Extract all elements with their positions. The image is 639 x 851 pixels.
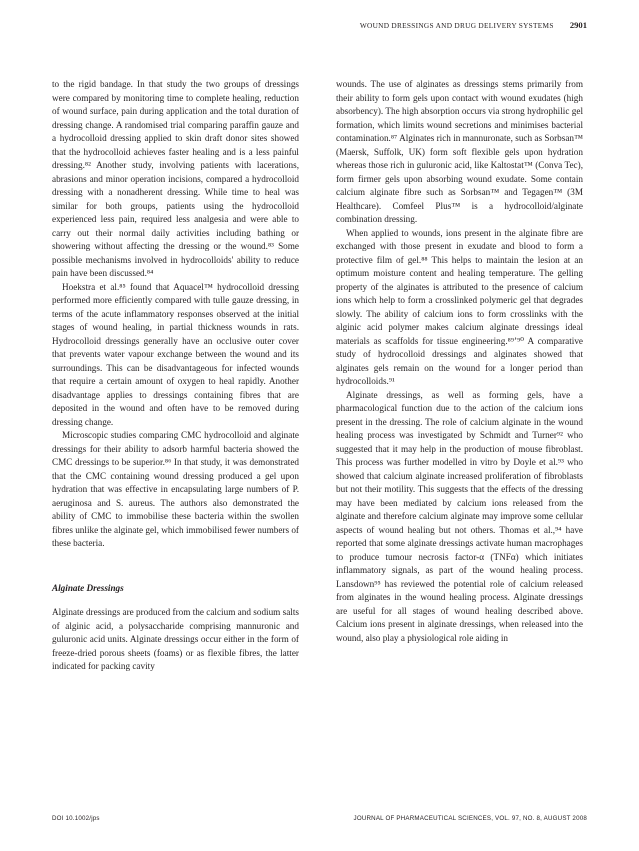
paragraph: Microscopic studies comparing CMC hydrocolloid and alginate dressings for their ability to adsorb harmful bacteria showed the CMC dressings to be superior.⁸⁶ In that study, it was demonstrated that the CMC containing wound dressing produced a gel upon hydration that was effective in encapsulating large numbers of P. aeruginosa and S. aureus. The authors also demonstrated the ability of CMC to immobilise these bacteria within the swollen fibres unlike the alginate gel, which immobilised fewer numbers of these bacteria.: [52, 430, 299, 548]
footer-doi: DOI 10.1002/jps: [52, 815, 100, 822]
paragraph: When applied to wounds, ions present in the alginate fibre are exchanged with those present in exudate and blood to form a protective film of gel.⁸⁸ This helps to maintain the lesion at an optimum moisture content and healing temperature. The gelling property of the alginates is attributed to the presence of calcium ions which help to form a crosslinked polymeric gel that degrades slowly. The ability of calcium ions to form crosslinks with the alginic acid polymer makes calcium alginate dressings ideal materials as scaffolds for tissue engineering.⁸⁹ʼ⁹⁰ A comparative study of hydrocolloid dressings and alginates showed that alginates gels remain on the wound for a longer period than hydrocolloids.⁹¹: [336, 227, 583, 386]
running-head: [360, 20, 587, 30]
left-column: [52, 78, 299, 674]
section-heading: Alginate Dressings: [52, 582, 124, 593]
paragraph: wounds. The use of alginates as dressings stems primarily from their ability to form gels upon contact with wound exudates (high absorbency). The high absorption occurs via strong hydrophilic gel formation, which limits wound secretions and minimises bacterial contamination.⁸⁷ Alginates rich in mannuronate, such as Sorbsan™ (Maersk, Suffolk, UK) form soft flexible gels upon hydration whereas those rich in guluronic acid, like Kaltostat™ (Conva Tec), form firmer gels upon absorbing wound exudate. Some contain calcium alginate fibre such as Sorbsan™ and Tegagen™ (3M Healthcare). Comfeel Plus™ is a hydrocolloid/alginate combination dressing.: [336, 79, 583, 224]
paragraph: to the rigid bandage. In that study the two groups of dressings were compared by monitoring time to complete healing, reduction of wound surface, pain during application and the total duration of dressing change. A randomised trial comparing paraffin gauze and a hydrocolloid dressing applied to skin draft donor sites showed that the hydrocolloid achieves faster healing and is a less painful dressing.⁸² Another study, involving patients with lacerations, abrasions and minor operation incisions, compared a hydrocolloid dressing with a nonadherent dressing. While time to heal was similar for both groups, patients using the hydrocolloid experienced less pain, required less analgesia and were able to carry out their normal daily activities including bathing or showering without affecting the dressing or the wound.⁸³ Some possible mechanisms involved in hydrocolloids' ability to reduce pain have been discussed.⁸⁴: [52, 79, 299, 278]
right-column: [336, 78, 583, 645]
footer-journal: JOURNAL OF PHARMACEUTICAL SCIENCES, VOL. 97, NO. 8, AUGUST 2008: [353, 815, 587, 822]
running-title: WOUND DRESSINGS AND DRUG DELIVERY SYSTEMS: [359, 21, 554, 30]
page-number: 2901: [569, 20, 587, 30]
paragraph: Hoekstra et al.⁸⁵ found that Aquacel™ hydrocolloid dressing performed more efficiently compared with tulle gauze dressing, in terms of the acute inflammatory responses observed at the initial stages of wound healing, in partial thickness wounds in rats. Hydrocolloid dressings generally have an occlusive outer cover that prevents water vapour exchange between the wound and its surroundings. This can be disadvantageous for infected wounds that require a certain amount of oxygen to heal rapidly. Another disadvantage applies to dressings containing fibres that are deposited in the wound and often have to be removed during dressing change.: [52, 281, 299, 427]
paragraph: Alginate dressings, as well as forming gels, have a pharmacological function due to the action of the calcium ions present in the dressing. The role of calcium alginate in the wound healing process was investigated by Schmidt and Turner⁹² who suggested that it may help in the production of mouse fibroblast. This process was further modelled in vitro by Doyle et al.⁹³ who showed that calcium alginate increased proliferation of fibroblasts but not their motility. This suggests that the effects of the dressing may have been mediated by calcium ions released from the alginate and therefore calcium alginate may improve some cellular aspects of wound healing but not others. Thomas et al.,⁹⁴ have reported that some alginate dressings activate human macrophages to produce tumour necrosis factor-α (TNFα) which initiates inflammatory signals, as part of the wound healing process. Lansdown⁹⁵ has reviewed the potential role of calcium released from alginates in the wound healing process. Alginate dressings are useful for all stages of wound healing described above. Calcium ions present in alginate dressings, when released into the wound, also play a physiological role aiding in: [336, 389, 583, 643]
paragraph: Alginate dressings are produced from the calcium and sodium salts of alginic acid, a polysaccharide comprising mannuronic and guluronic acid units. Alginate dressings occur either in the form of freeze-dried porous sheets (foams) or as flexible fibres, the latter indicated for packing cavity: [52, 607, 299, 671]
